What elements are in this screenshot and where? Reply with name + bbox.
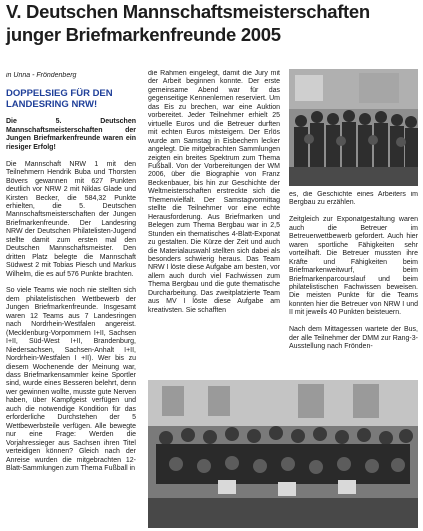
group-photo-bottom-image — [148, 380, 418, 528]
paragraph-supervisors: Zeitgleich zur Exponatgestaltung waren auch die Betreuer im Betreuerwettbewerb gefordert. Auch hier waren sportliche Fähigkeiten sehr vorteilhaft. Die Betreuer mussten ihre Kräfte und Fähigkeiten beim Briefmarkenweitwurf, beim Briefmarkenparcourslauf und beim philatelistischen Fachwissen beweisen. Die meisten Punkte für die Teams konnten hier die Betreuer von NRW I und II mit jeweils 40 Punkten beisteuern. — [289, 216, 418, 317]
headline-line-1: DOPPELSIEG FÜR DEN — [6, 88, 113, 100]
paragraph-results: Die Mannschaft NRW 1 mit den Teilnehmern Hendrik Buba und Thorsten Bövers gewannen mit 627 Punkten deutlich vor NRW 2 mit Niklas Glade und Kirsten Becker, die 584,32 Punkte erhielten, die 5. Deutschen Mannschaftsmeisterschaften der Jungen Briefmarkenfreunde. Der Landesring NRW der Deutschen Philatelisten-Jugend stellte damit zum ersten mal den Deutschen Mannschaftsmeister. Den dritten Platz belegte die Mannschaft Südwest 2 mit Tobias Piesch und Markus Wilhelm, die es auf 576 Punkte brachten. — [6, 160, 136, 278]
paragraph-bus-trip: Nach dem Mittagessen wartete der Bus, der alle Teilnehmer der DMM zur Rang-3-Ausstellung nach Frönden- — [289, 326, 418, 351]
title-line-1: V. Deutschen Mannschaftsmeisterschaften — [6, 1, 370, 22]
paragraph-mining-story: es, die Geschichte eines Arbeiters im Bergbau zu erzählen. — [289, 191, 418, 207]
paragraph-column-2: die Rahmen eingelegt, damit die Jury mit der Arbeit beginnen konnte. Der erste gemeinsame Abend war für das gegenseitige Kennenlernen reserviert. Um das Eis zu brechen, war eine Auktion vorbereitet. Jeder Teilnehmer erhielt 25 virtuelle Euros und die Betreuer durften mit echten Euros mitsteigern. Der Erlös wurde am Samstag in Eisbechern lecker angelegt. Die mitgebrachten Sammlungen zeigten ein breites Spektrum zum Thema Fußball. Von der Vorbereitungen der WM 2006, über die Biographie von Franz Beckenbauer, bis hin zur Geschichte der Weltmeisterschaften erstreckte sich die Themenvielfalt. Der Samstagvormittag stellte die Teilnehmer vor eine echte Herausforderung. Aus Briefmarken und Belegen zum Thema Bergbau war in 2,5 Stunden ein thematisches 4-Blatt-Exponat zu gestalten. Die Kürze der Zeit und auch die Materialauswahl stellten sich dabei als besonders schwierig heraus. Das Team NRW I löste diese Aufgabe am besten, vor allem auch durch viel Fachwissen zum Thema Bergbau und die gute thematische Durcharbeitung. Das zweitplatzierte Team aus MV I löste diese Aufgabe am kreativsten. Sie schafften — [148, 70, 280, 314]
group-photo-bottom — [148, 380, 418, 528]
lead-paragraph: Die 5. Deutschen Mannschaftsmeisterschaften der Jungen Briefmarkenfreunde waren ein riesiger Erfolg! — [6, 118, 136, 151]
column-1 — [6, 72, 136, 528]
column-2 — [148, 70, 280, 376]
article-title — [6, 0, 418, 46]
group-photo-top-image — [289, 69, 418, 186]
group-photo-top — [289, 69, 418, 186]
headline-line-2: LANDESRING NRW! — [6, 99, 98, 111]
title-line-2: junger Briefmarkenfreunde 2005 — [6, 24, 281, 45]
paragraph-teams: So viele Teams wie noch nie stellten sich dem philatelistischen Wettbewerb der Jungen Briefmarkenfreunde. Insgesamt waren 12 Teams aus 7 Landesringen nach Nordrhein-Westfalen angereist. (Mecklenburg-Vorpommern I+II, Sachsen I+II, Süd-West I+II, Brandenburg, Niedersachsen, Sachsen-Anhalt I+II, Nordrhein-Westfalen I +II). Wer bis zu diesem Wochenende der Meinung war, dass Briefmarkensammler keine Sportler sind, wurde eines Besseren belehrt, denn wer gewinnen wollte, musste gute Nerven haben, über Kampfgeist verfügen und auch die notwendige Kondition für das erforderliche Durchstehen der 5 Wettbewerbsteile verfügen. Alle bewegte nur eine Frage: Werden die Vorjahressieger aus Sachsen ihren Titel verteidigen können? Gleich nach der Anreise wurden die mitgebrachten 12-Blatt-Sammlungen zum Thema Fußball in — [6, 287, 136, 472]
column-3 — [289, 191, 418, 377]
headline — [6, 88, 136, 110]
location-line: in Unna - Fröndenberg — [6, 72, 77, 79]
